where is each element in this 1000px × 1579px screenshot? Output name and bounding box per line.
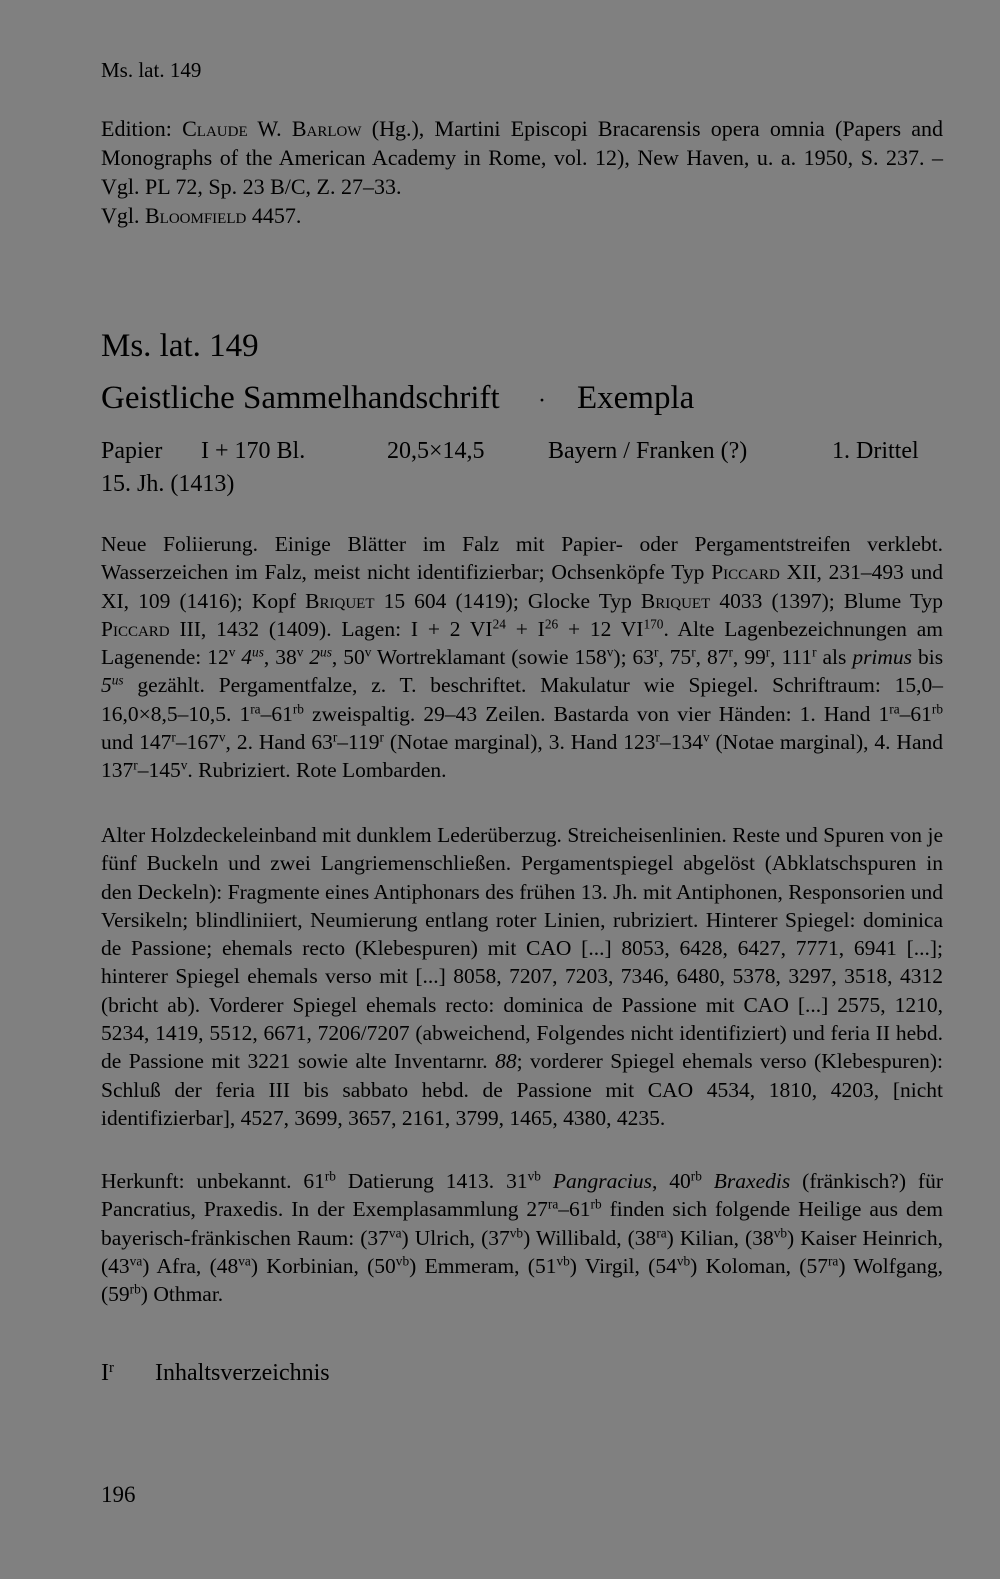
title-separator: · [538,388,546,414]
provenance-paragraph: Herkunft: unbekannt. $61^{rb}$ Datierung 1413. $31^{vb}$ Pangracius, $40^{rb}$ Braxedis (fränkisch?) für Pancratius, Praxedis. In der Exemplasammlung $27^{ra}-61^{rb}$ finden sich folgende Heilige aus dem bayerisch-fränkischen Raum: $(37^{va})$ Ulrich, $(37^{vb})$ Willibald, $(38^{ra})$ Kilian, $(38^{vb})$ Kaiser Heinrich, $(43^{va})$ Afra, $(48^{va})$ Korbinian, $(50^{vb})$ Emmeram, $(51^{vb})$ Virgil, $(54^{vb})$ Koloman, $(57^{ra})$ Wolfgang, $(59^{rb})$ Othmar. [101,1168,944,1307]
meta-material: Papier [101,438,163,464]
meta-date-part1: 1. Drittel [832,438,919,464]
meta-date-part2: 15. Jh. (1413) [101,471,235,497]
meta-format: 20,5×14,5 [387,438,485,464]
description-block [101,530,943,785]
contents-folio: $I^r$ [101,1359,114,1386]
meta-origin: Bayern / Franken (?) [548,438,748,464]
edition-vgl [101,201,943,230]
contents-title: Inhaltsverzeichnis [155,1360,330,1386]
vgl-prefix: Vgl. [101,203,145,228]
binding-paragraph: Alter Holzdeckeleinband mit dunklem Lederüberzug. Streicheisenlinien. Reste und Spuren von je fünf Buckeln und zwei Langriemenschließen. Pergamentspiegel abgelöst (Abklatschspuren in den Deckeln): Fragmente eines Antiphonars des frühen 13. Jh. mit Antiphonen, Responsorien und Versikeln; blindliniiert, Neumierung entlang roter Linien, rubriziert. Hinterer Spiegel: dominica de Passione; ehemals recto (Klebespuren) mit CAO [...] 8053, 6428, 6427, 7771, 6941 [...]; hinterer Spiegel ehemals verso mit [...] 8058, 7207, 7203, 7346, 6480, 5378, 3297, 3518, 4312 (bricht ab). Vorderer Spiegel ehemals recto: dominica de Passione mit CAO [...] 2575, 1210, 5234, 1419, 5512, 6671, 7206/7207 (abweichend, Folgendes nicht identifiziert) und feria II hebd. de Passione mit 3221 sowie alte Inventarnr. 88; vorderer Spiegel ehemals verso (Klebespuren): Schluß der feria III bis sabbato hebd. de Passione mit CAO 4534, 1810, 4203, [nicht identifizierbar], 4527, 3699, 3657, 2161, 3799, 1465, 4380, 4235. [101,823,943,1130]
edition-text: (Hg.), Martini Episcopi Bracarensis opera omnia (Papers and Monographs of the American Academy in Rome, vol. 12), New Haven, u. a. 1950, S. 237. – Vgl. PL 72, Sp. 23 B/C, Z. 27–33. [101,116,943,199]
edition-note [101,114,943,230]
edition-paragraph [101,114,943,201]
meta-leaves: I + 170 Bl. [201,438,306,464]
page-number: 196 [101,1482,136,1507]
edition-author: Claude W. Barlow [182,116,362,141]
provenance-block [101,1167,943,1308]
vgl-rest: 4457. [246,203,302,228]
binding-block [101,821,943,1132]
edition-prefix: Edition: [101,116,183,141]
running-head: Ms. lat. 149 [101,58,202,82]
vgl-name: Bloomfield [145,203,247,228]
title-line [101,380,943,417]
shelfmark-heading: Ms. lat. 149 [101,328,259,364]
title-main: Geistliche Sammelhandschrift [101,380,500,416]
description-paragraph: Neue Foliierung. Einige Blätter im Falz mit Papier- oder Pergamentstreifen verklebt. Wasserzeichen im Falz, meist nicht identifizierbar; Ochsenköpfe Typ Piccard XII, 231–493 und XI, 109 (1416); Kopf Briquet 15 604 (1419); Glocke Typ Briquet 4033 (1397); Blume Typ Piccard III, 1432 (1409). Lagen: I + 2 $VI^{24} + I^{26} + 12$ VI$^{170}$. Alte Lagenbezeichnungen am Lagenende: 12$^v$ $4^{us}$, 38$^v$ $2^{us}$, 50$^v$ Wortreklamant (sowie 158$^v$); 63$^r$, 75$^r$, 87$^r$, 99$^r$, 111$^r$ als primus bis $5^{us}$ gezählt. Pergamentfalze, z. T. beschriftet. Makulatur wie Spiegel. Schriftraum: 15,0–16,0×8,5–10,5. $1^{ra}-61^{rb}$ zweispaltig. 29–43 Zeilen. Bastarda von vier Händen: 1. Hand $1^{ra}-61^{rb}$ und 147$^r$–167$^v$, 2. Hand 63$^r$–119$^r$ (Notae marginal), 3. Hand 123$^r$–134$^v$ (Notae marginal), 4. Hand 137$^r$–145$^v$. Rubriziert. Rote Lombarden. [101,532,944,783]
title-sub: Exempla [577,380,695,416]
